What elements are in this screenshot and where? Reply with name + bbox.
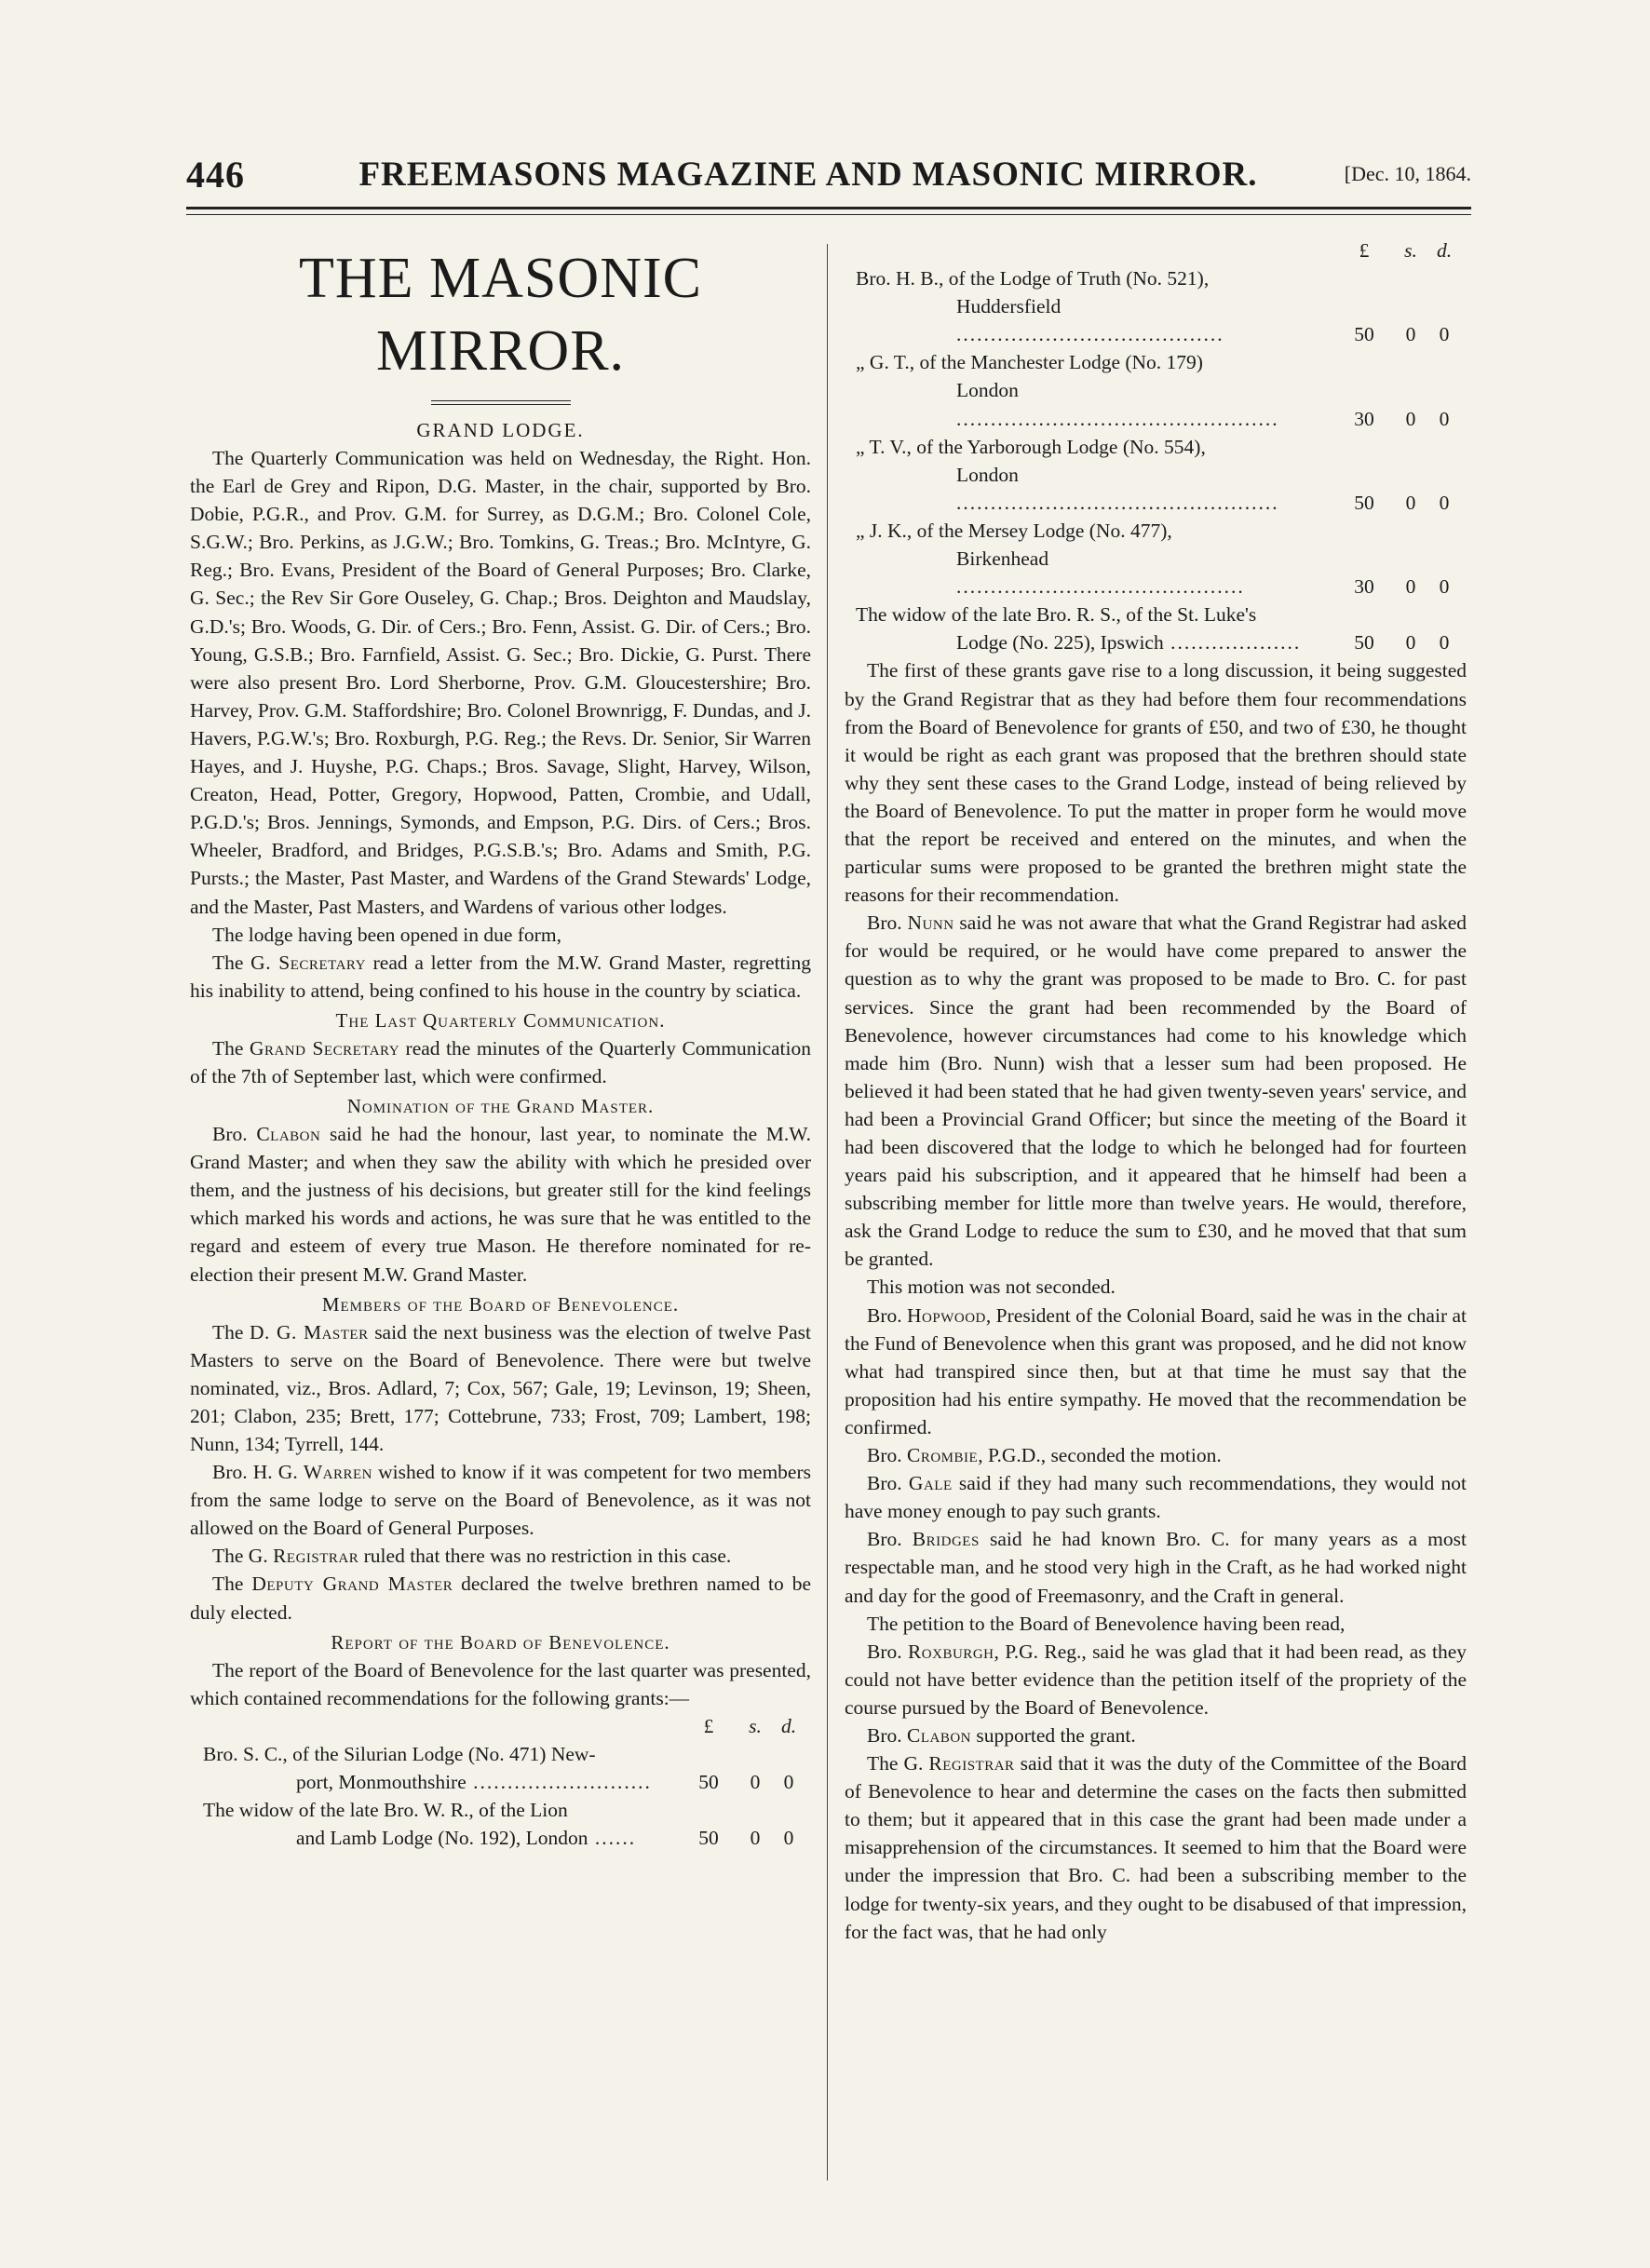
paragraph-gale: Bro. Gale said if they had many such recommendations, they would not have money enough to pay such grants.	[845, 1472, 1467, 1523]
paragraph-warren: Bro. H. G. Warren wished to know if it was competent for two members from the same lodge to serve on the Board of Benevolence, as it was not allowed on the Board of General Purposes.	[190, 1461, 811, 1540]
subheading-board-members: Members of the Board of Benevolence.	[321, 1292, 680, 1316]
subheading-board-report: Report of the Board of Benevolence.	[331, 1630, 670, 1654]
paragraph-nomination: Bro. Clabon said he had the honour, last year, to nominate the M.W. Grand Master; and when they saw the ability with which he presided over them, and the justness of his decisions, but greater still for the kind feelings which marked his words and actions, he was sure that he was entitled to the regard and esteem of every true Mason. He therefore nominated for re-election their present M.W. Grand Master.	[190, 1123, 811, 1286]
grant-row: The widow of the late Bro. W. R., of the Lion and Lamb Lodge (No. 192), London ...... 50 0 0	[203, 1799, 794, 1850]
paragraph-petition: The petition to the Board of Benevolence having been read,	[867, 1612, 1346, 1635]
paragraph-attendance: The Quarterly Communication was held on Wednesday, the Right. Hon. the Earl de Grey and Ripon, D.G. Master, in the chair, supported by Bro. Dobie, P.G.R., and Prov. G.M. for Surrey, as D.G.M.; Bro. Colonel Cole, S.G.W.; Bro. Perkins, as J.G.W.; Bro. Tomkins, G. Treas.; Bro. McIntyre, G. Reg.; Bro. Evans, President of the Board of General Purposes; Bro. Clarke, G. Sec.; the Rev Sir Gore Ouseley, G. Chap.; Bros. Deighton and Maudslay, G.D.'s; Bro. Woods, G. Dir. of Cers.; Bro. Fenn, Assist. G. Dir. of Cers.; Bro. Young, G.S.B.; Bro. Farnfield, Assist. G. Sec.; Bro. Dickie, G. Purst. There were also present Bro. Lord Sherborne, Prov. G.M. Gloucestershire; Bro. Harvey, Prov. G.M. Staffordshire; Bro. Colonel Brownrigg, F. Dundas, and J. Havers, P.G.W.'s; Bro. Roxburgh, P.G. Reg.; the Revs. Dr. Senior, Sir Warren Hayes, and J. Huyshe, P.G. Chaps.; Bros. Savage, Slight, Harvey, Wilson, Creaton, Head, Potter, Gregory, Hopwood, Patten, Crombie, and Udall, P.G.D.'s; Bros. Jennings, Symonds, and Empson, P.G. Dirs. of Cers.; Bros. Wheeler, Bradford, and Bridges, P.G.S.B.'s; Bro. Adams and Smith, P.G. Pursts.; the Master, Past Master, and Wardens of the Grand Stewards' Lodge, and the Master, Past Masters, and Wardens of various other lodges.	[190, 447, 811, 918]
header-rule-thin	[186, 214, 1471, 215]
paragraph-deputy-declared: The Deputy Grand Master declared the twelve brethren named to be duly elected.	[190, 1573, 811, 1624]
header-rule-thick	[186, 207, 1471, 209]
paragraph-registrar-duty: The G. Registrar said that it was the duty of the Committee of the Board of Benevolence to hear and determine the cases on the facts then submitted to them; but it appeared that in this case the grant had been made under a misapprehension of the circumstances. It seemed to him that the Board were under the impression that Bro. C. had been a subscribing member to the lodge for twenty-six years, and they ought to be disabused of that impression, for the fact was, that he had only	[845, 1752, 1467, 1943]
paragraph-not-seconded: This motion was not seconded.	[867, 1276, 1116, 1299]
paragraph-secretary-letter: The G. Secretary read a letter from the M.W. Grand Master, regretting his inability to attend, being confined to his house in the country by sciatica.	[190, 951, 811, 1002]
speaker-name: Deputy Grand Master	[251, 1573, 453, 1596]
speaker-name: Bridges	[912, 1528, 980, 1551]
speaker-name: Grand Secretary	[249, 1036, 400, 1060]
grant-row: Bro. S. C., of the Silurian Lodge (No. 471) New- port, Monmouthshire .......................... 50 0 0	[203, 1742, 794, 1794]
currency-header: £ s. d.	[703, 1714, 797, 1737]
paragraph-lodge-opened: The lodge having been opened in due form,	[212, 923, 561, 946]
grant-row: The widow of the late Bro. R. S., of the St. Luke's Lodge (No. 225), Ipswich ................... 50 0 0	[856, 603, 1450, 655]
subheading-last-communication: The Last Quarterly Communication.	[335, 1008, 666, 1032]
right-column	[845, 236, 1467, 1946]
speaker-name: D. G. Master	[250, 1320, 369, 1343]
subheading-nomination: Nomination of the Grand Master.	[346, 1095, 655, 1118]
paragraph-report: The report of the Board of Benevolence for the last quarter was presented, which contained recommendations for the following grants:—	[190, 1658, 811, 1709]
paragraph-registrar-ruling: The G. Registrar ruled that there was no restriction in this case.	[212, 1545, 732, 1568]
grant-row: Bro. H. B., of the Lodge of Truth (No. 521), Huddersfield ....................................... 50 0 0	[856, 267, 1450, 346]
running-header	[186, 153, 1471, 199]
journal-title: FREEMASONS MAGAZINE AND MASONIC MIRROR.	[358, 155, 1258, 194]
issue-date: [Dec. 10, 1864.	[1344, 162, 1471, 185]
speaker-name: Warren	[303, 1461, 372, 1484]
speaker-name: Hopwood	[907, 1303, 986, 1327]
paragraph-hopwood: Bro. Hopwood, President of the Colonial Board, said he was in the chair at the Fund of Benevolence when this grant was proposed, and he did not know what had transpired since then, but at that time he must say that the proposition had his entire sympathy. He moved that the recommendation be confirmed.	[845, 1303, 1467, 1438]
grant-row: „ G. T., of the Manchester Lodge (No. 179) London ............................................... 30 0 0	[856, 351, 1450, 430]
paragraph-crombie: Bro. Crombie, P.G.D., seconded the motion.	[867, 1444, 1222, 1467]
speaker-name: Gale	[908, 1472, 953, 1495]
section-title: THE MASONIC MIRROR.	[299, 247, 702, 383]
paragraph-discussion: The first of these grants gave rise to a long discussion, it being suggested by the Grand Registrar that as they had before them four recommendations from the Board of Benevolence for grants of £50, and two of £30, he thought it would be right as each grant was proposed that the brethren should state why they sent these cases to the Grand Lodge, instead of being relieved by the Board of Benevolence. To put the matter in proper form he would move that the report be received and entered on the minutes, and when the particular sums were proposed to be granted the brethren might state the reasons for their recommendation.	[845, 659, 1467, 907]
grant-row: „ T. V., of the Yarborough Lodge (No. 554), London ............................................... 50 0 0	[856, 435, 1450, 514]
paragraph-minutes: The Grand Secretary read the minutes of the Quarterly Communication of the 7th of September last, which were confirmed.	[190, 1036, 811, 1087]
speaker-name: Crombie	[907, 1444, 979, 1467]
speaker-name: Clabon	[907, 1723, 972, 1747]
paragraph-nunn: Bro. Nunn said he was not aware that what the Grand Registrar had asked for would be required, or he would have come prepared to answer the question as to why the grant was proposed to be made to Bro. C. for past services. Since the grant had been recommended by the Board of Benevolence, however circumstances had come to his knowledge which made him (Bro. Nunn) wish that a lesser sum had been proposed. He believed it had been stated that he had given twenty-seven years' service, and had been a Provincial Grand Officer; but since the meeting of the Board it had been discovered that the lodge to which he belonged had for fourteen years paid his subscription, and it appeared that he himself had been a subscribing member for little more than twelve years. He would, therefore, ask the Grand Lodge to reduce the sum to £30, and he moved that that sum be granted.	[845, 911, 1467, 1271]
title-double-rule	[431, 400, 571, 405]
speaker-name: Roxburgh	[907, 1640, 994, 1663]
page-number: 446	[186, 154, 245, 196]
paragraph-clabon: Bro. Clabon supported the grant.	[867, 1723, 1136, 1747]
speaker-name: Registrar	[928, 1752, 1015, 1775]
speaker-name: Registrar	[273, 1545, 359, 1568]
paragraph-roxburgh: Bro. Roxburgh, P.G. Reg., said he was glad that it had been read, as they could not have better evidence than the petition itself of the propriety of the course pursued by the Board of Benevolence.	[845, 1640, 1467, 1719]
left-column	[190, 236, 811, 1852]
paragraph-election: The D. G. Master said the next business was the election of twelve Past Masters to serve on the Board of Benevolence. There were but twelve nominated, viz., Bros. Adlard, 7; Cox, 567; Gale, 19; Levinson, 19; Sheen, 201; Clabon, 235; Brett, 177; Cottebrune, 733; Frost, 709; Lambert, 198; Nunn, 134; Tyrrell, 144.	[190, 1320, 811, 1455]
grant-row: „ J. K., of the Mersey Lodge (No. 477), Birkenhead .......................................... 30 0 0	[856, 519, 1450, 599]
currency-header: £ s. d.	[1359, 239, 1453, 262]
subheading-grand-lodge: GRAND LODGE.	[416, 419, 585, 441]
speaker-name: Clabon	[256, 1123, 321, 1146]
column-divider	[827, 244, 828, 2180]
speaker-name: G. Secretary	[250, 951, 366, 974]
speaker-name: Nunn	[907, 911, 954, 935]
paragraph-bridges: Bro. Bridges said he had known Bro. C. for many years as a most respectable man, and he stood very high in the Craft, as he had worked night and day for the good of Freemasonry, and the Craft in general.	[845, 1528, 1467, 1607]
